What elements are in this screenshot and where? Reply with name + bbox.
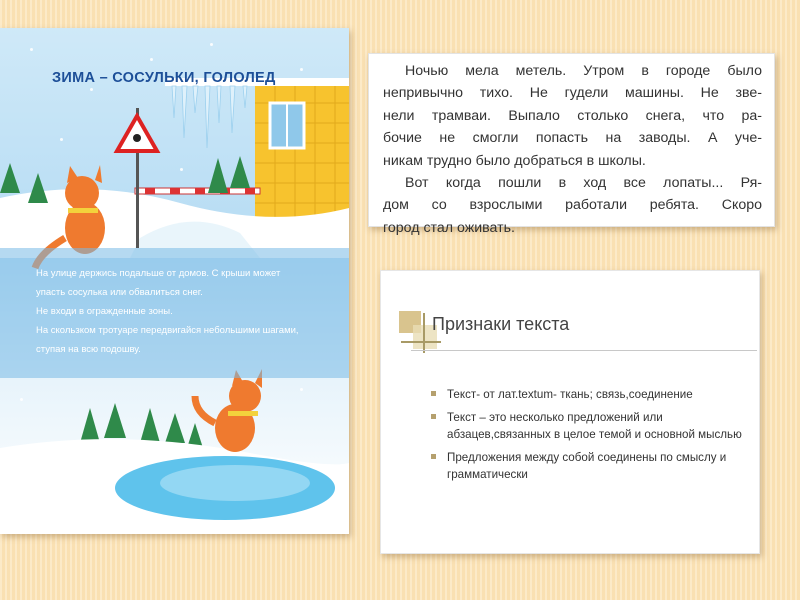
paragraph-2	[383, 172, 762, 239]
winter-safety-poster	[0, 28, 349, 534]
text-features-slide	[380, 270, 760, 554]
poster-title: ЗИМА – СОСУЛЬКИ, ГОЛОЛЕД	[52, 70, 276, 86]
divider	[411, 350, 757, 351]
text-line: Ночью мела метель. Утром в городе было	[405, 63, 762, 79]
rule-line: ступая на всю подошву.	[36, 344, 141, 355]
bullet-icon	[431, 391, 436, 396]
icicles	[172, 86, 247, 148]
rule-line: упасть сосулька или обвалиться снег.	[36, 287, 203, 298]
list-item: Предложения между собой соединены по смыслу и грамматически	[431, 449, 751, 483]
text-line: нели трамваи. Выпало столько снега, что ра-	[383, 107, 762, 124]
warning-sign-icon	[117, 116, 157, 151]
paragraph-1	[383, 60, 762, 172]
story-text-box	[368, 53, 775, 236]
text-line: город стал оживать.	[383, 219, 515, 236]
list-item: Текст- от лат.textum- ткань; связь,соединение	[431, 386, 751, 403]
rule-line: На улице держись подальше от домов. С крыши может	[36, 268, 281, 279]
list-item: Текст – это несколько предложений или абзацев,связанных в целое темой и основной мыслью	[431, 409, 751, 443]
cat-slipping	[195, 369, 262, 452]
text-line: никам трудно было добраться в школы.	[383, 152, 646, 169]
rule-line: На скользком тротуаре передвигайся небольшими шагами,	[36, 325, 299, 336]
feature-list	[431, 386, 751, 489]
safety-rules	[36, 264, 336, 359]
bullet-icon	[431, 414, 436, 419]
bullet-icon	[431, 454, 436, 459]
text-line: непривычно тихо. Не гудели машины. Не зве-	[383, 85, 762, 102]
text-line: Вот когда пошли в ход все лопаты... Ря-	[405, 175, 762, 191]
slide-title: Признаки текста	[432, 314, 570, 334]
text-line: дом со взрослыми работали ребята. Скоро	[383, 197, 762, 214]
text-line: бочие не смогли попасть на заводы. А уче-	[383, 130, 762, 147]
rule-line: Не входи в огражденные зоны.	[36, 306, 173, 317]
